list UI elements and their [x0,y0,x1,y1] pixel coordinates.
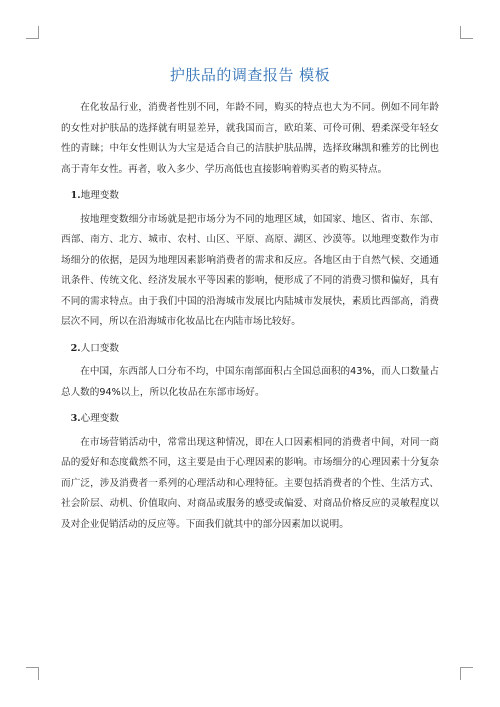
section-title: 地理变数 [80,190,119,201]
section-heading-psychology [61,409,439,430]
crop-mark-top-right [460,26,473,39]
crop-mark-bottom-right [460,667,473,680]
document-title: 护肤品的调查报告 模板 [169,66,331,84]
document-body [61,98,439,535]
intro-paragraph: 在化妆品行业，消费者性别不同，年龄不同，购买的特点也大为不同。例如不同年龄的女性对护肤品的选择就有明显差异，就我国而言，欧珀莱、可伶可俐、碧柔深受年轻女性的青睐；中年女性则认为大宝是适合自己的洁肤护肤品牌，选择玫琳凯和雅芳的比例也高于青年女性。再者，收入多少、学历高低也直接影响着购买者的购买特点。 [61,102,439,175]
section-paragraph-geography: 按地理变数细分市场就是把市场分为不同的地理区域，如国家、地区、省市、东部、西部、南方、北方、城市、农村、山区、平原、高原、湖区、沙漠等。以地理变数作为市场细分的依据，是因为地理因素影响消费者的需求和反应。各地区由于自然气候、交通通讯条件、传统文化、经济发展水平等因素的影响，便形成了不同的消费习惯和偏好，具有不同的需求特点。由于我们中国的沿海城市发展比内陆城市发展快，素质比西部高，消费层次不同，所以在沿海城市化妆品比在内陆市场比较好。 [61,213,439,327]
section-number: 1. [70,190,81,201]
section-number: 3. [70,413,81,424]
section-paragraph-psychology: 在市场营销活动中，常常出现这种情况，即在人口因素相同的消费者中间，对同一商品的爱好和态度截然不同，这主要是由于心理因素的影响。市场细分的心理因素十分复杂而广泛，涉及消费者一系列的心理活动和心理特征。主要包括消费者的个性、生活方式、社会阶层、动机、价值取向、对商品或服务的感受或偏爱、对商品价格反应的灵敏程度以及对企业促销活动的反应等。下面我们就其中的部分因素加以说明。 [61,436,439,530]
crop-mark-bottom-left [26,667,39,680]
section-title: 人口变数 [80,342,119,354]
section-heading-geography [61,186,439,207]
section-paragraph-population: 在中国，东西部人口分布不均，中国东南部面积占全国总面积的43%，而人口数量占总人数的94%以上，所以化妆品在东部市场好。 [61,366,439,398]
section-title: 心理变数 [80,413,119,424]
section-number: 2. [70,342,81,354]
crop-mark-top-left [26,26,39,39]
section-heading-population [61,339,439,360]
